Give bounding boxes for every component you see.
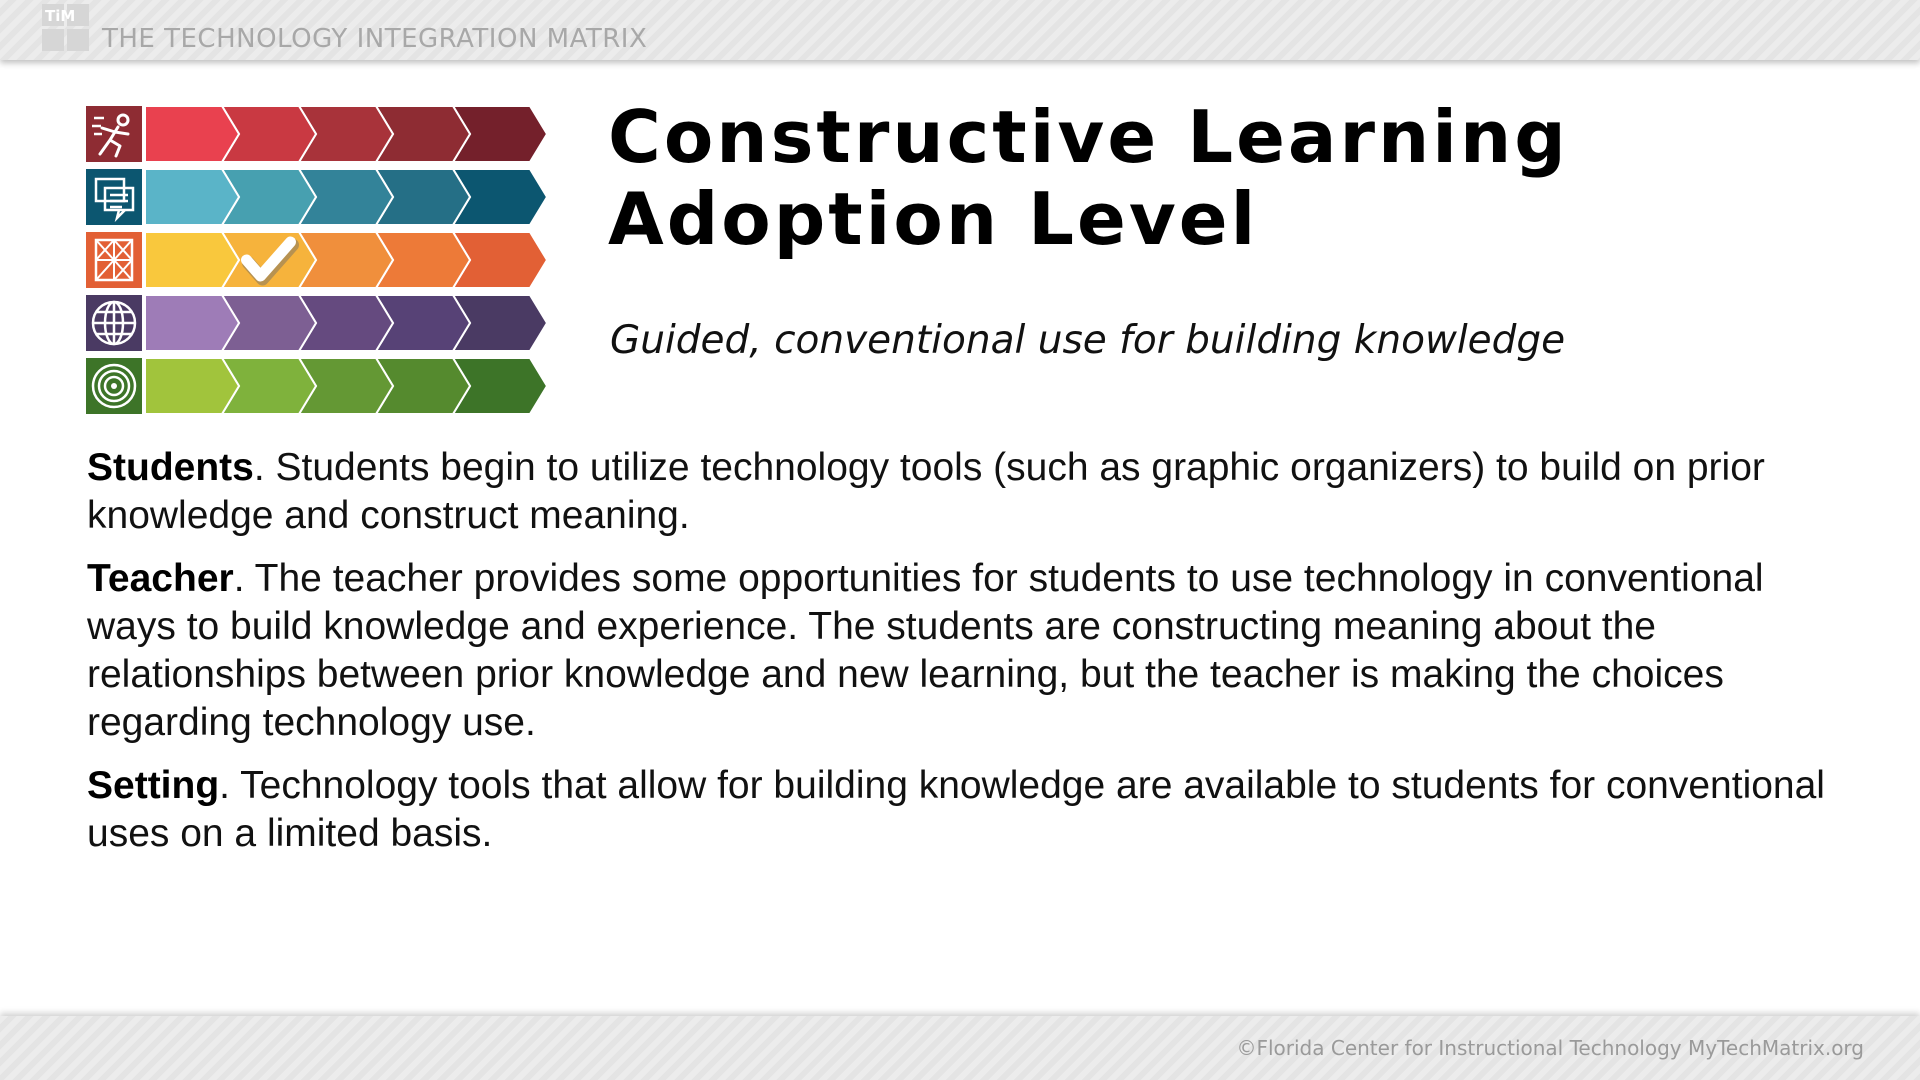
students-paragraph [87, 444, 1847, 540]
setting-paragraph [87, 762, 1847, 858]
setting-text: . Technology tools that allow for building knowledge are available to students for conventional uses on a limited basis. [87, 764, 1825, 855]
tim-matrix-graphic [86, 106, 546, 418]
footer-credit: ©Florida Center for Instructional Technology MyTechMatrix.org [1236, 1036, 1864, 1060]
page-title [608, 96, 1808, 260]
teacher-text: . The teacher provides some opportunities for students to use technology in conventional ways to build knowledge and experience. The students are constructing meaning about the relationships between prior knowledge and new learning, but the teacher is making the choices regarding technology use. [87, 557, 1764, 744]
matrix-cell-collaborative-1 [145, 169, 239, 225]
svg-text:TiM: TiM [45, 7, 76, 25]
description-body [87, 444, 1847, 873]
page-subtitle: Guided, conventional use for building knowledge [610, 318, 1566, 363]
target-icon-glyph [93, 365, 135, 407]
matrix-row-collaborative [86, 169, 546, 225]
page-title-line-2: Adoption Level [608, 177, 1259, 261]
matrix-cell-active-1 [145, 106, 239, 162]
scaffold-icon-glyph [96, 240, 132, 280]
matrix-row-authentic [86, 295, 546, 351]
header-title: THE TECHNOLOGY INTEGRATION MATRIX [102, 24, 648, 54]
matrix-cell-constructive-1 [145, 232, 239, 288]
tim-logo-icon [42, 4, 92, 54]
header-bar [0, 0, 1920, 60]
page-title-line-1: Constructive Learning [608, 95, 1569, 179]
matrix-cell-authentic-1 [145, 295, 239, 351]
matrix-row-constructive [86, 232, 546, 288]
globe-icon-glyph [93, 302, 135, 344]
setting-label: Setting [87, 764, 220, 807]
matrix-row-active [86, 106, 546, 162]
matrix-cell-goal-directed-1 [145, 358, 239, 414]
footer-bar [0, 1016, 1920, 1080]
teacher-label: Teacher [87, 557, 234, 600]
students-text: . Students begin to utilize technology tools (such as graphic organizers) to build on prior knowledge and construct meaning. [87, 446, 1765, 537]
students-label: Students [87, 446, 254, 489]
matrix-row-goal-directed [86, 358, 546, 414]
teacher-paragraph [87, 555, 1847, 747]
